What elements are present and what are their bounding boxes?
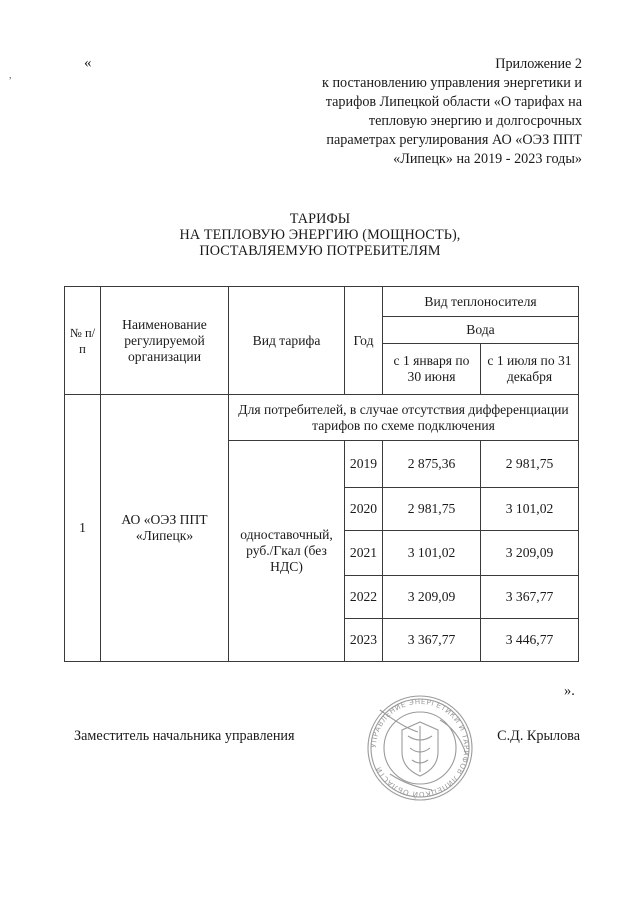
scan-speck: ,: [9, 70, 12, 81]
appendix-line: параметрах регулирования АО «ОЭЗ ППТ: [326, 132, 582, 148]
stamp-outer-text: УПРАВЛЕНИЕ ЭНЕРГЕТИКИ И ТАРИФОВ ЛИПЕЦКОЙ ОБЛАСТИ: [368, 696, 472, 800]
official-stamp: [360, 690, 480, 805]
header-number: № п/п: [65, 287, 101, 395]
appendix-line: тарифов Липецкой области «О тарифах на: [325, 94, 582, 110]
year-cell: 2020: [345, 488, 383, 531]
tariff-value-h2: 3 209,09: [481, 531, 579, 576]
year-cell: 2022: [345, 576, 383, 619]
header-water: Вода: [383, 317, 579, 344]
year-cell: 2019: [345, 441, 383, 488]
row-number: 1: [65, 395, 101, 662]
appendix-line: к постановлению управления энергетики и: [322, 75, 582, 91]
closing-quote: ».: [564, 683, 575, 699]
tariff-value-h1: 3 367,77: [383, 619, 481, 662]
tariffs-table: [64, 286, 579, 662]
header-organization: Наименование регулируемой организации: [101, 287, 229, 395]
appendix-line: тепловую энергию и долгосрочных: [368, 113, 582, 129]
organization-name: АО «ОЭЗ ППТ «Липецк»: [101, 395, 229, 662]
appendix-line: Приложение 2: [495, 56, 582, 72]
title-line: ТАРИФЫ: [289, 211, 351, 227]
tariff-value-h2: 3 101,02: [481, 488, 579, 531]
tariff-value-h2: 3 367,77: [481, 576, 579, 619]
header-tariff-type: Вид тарифа: [229, 287, 345, 395]
year-cell: 2021: [345, 531, 383, 576]
year-cell: 2023: [345, 619, 383, 662]
tariff-type: одноставочный, руб./Гкал (без НДС): [229, 441, 345, 662]
header-carrier: Вид теплоносителя: [383, 287, 579, 317]
tariff-value-h1: 3 209,09: [383, 576, 481, 619]
signer-position: Заместитель начальника управления: [74, 728, 295, 744]
appendix-header: [282, 55, 582, 169]
tariff-value-h1: 2 875,36: [383, 441, 481, 488]
tariff-value-h2: 2 981,75: [481, 441, 579, 488]
header-period-2: с 1 июля по 31 декабря: [481, 344, 579, 395]
tariff-value-h2: 3 446,77: [481, 619, 579, 662]
stamp-seal: [368, 696, 472, 800]
title-line: ПОСТАВЛЯЕМУЮ ПОТРЕБИТЕЛЯМ: [199, 243, 441, 259]
tariff-value-h1: 3 101,02: [383, 531, 481, 576]
opening-quote: «: [84, 55, 92, 71]
header-year: Год: [345, 287, 383, 395]
group-caption: Для потребителей, в случае отсутствия дифференциации тарифов по схеме подключения: [229, 395, 579, 441]
tariff-value-h1: 2 981,75: [383, 488, 481, 531]
title-line: НА ТЕПЛОВУЮ ЭНЕРГИЮ (МОЩНОСТЬ),: [179, 227, 461, 243]
signer-name: С.Д. Крылова: [497, 728, 580, 744]
header-period-1: с 1 января по 30 июня: [383, 344, 481, 395]
document-title: [0, 211, 640, 259]
appendix-line: «Липецк» на 2019 - 2023 годы»: [393, 151, 582, 167]
